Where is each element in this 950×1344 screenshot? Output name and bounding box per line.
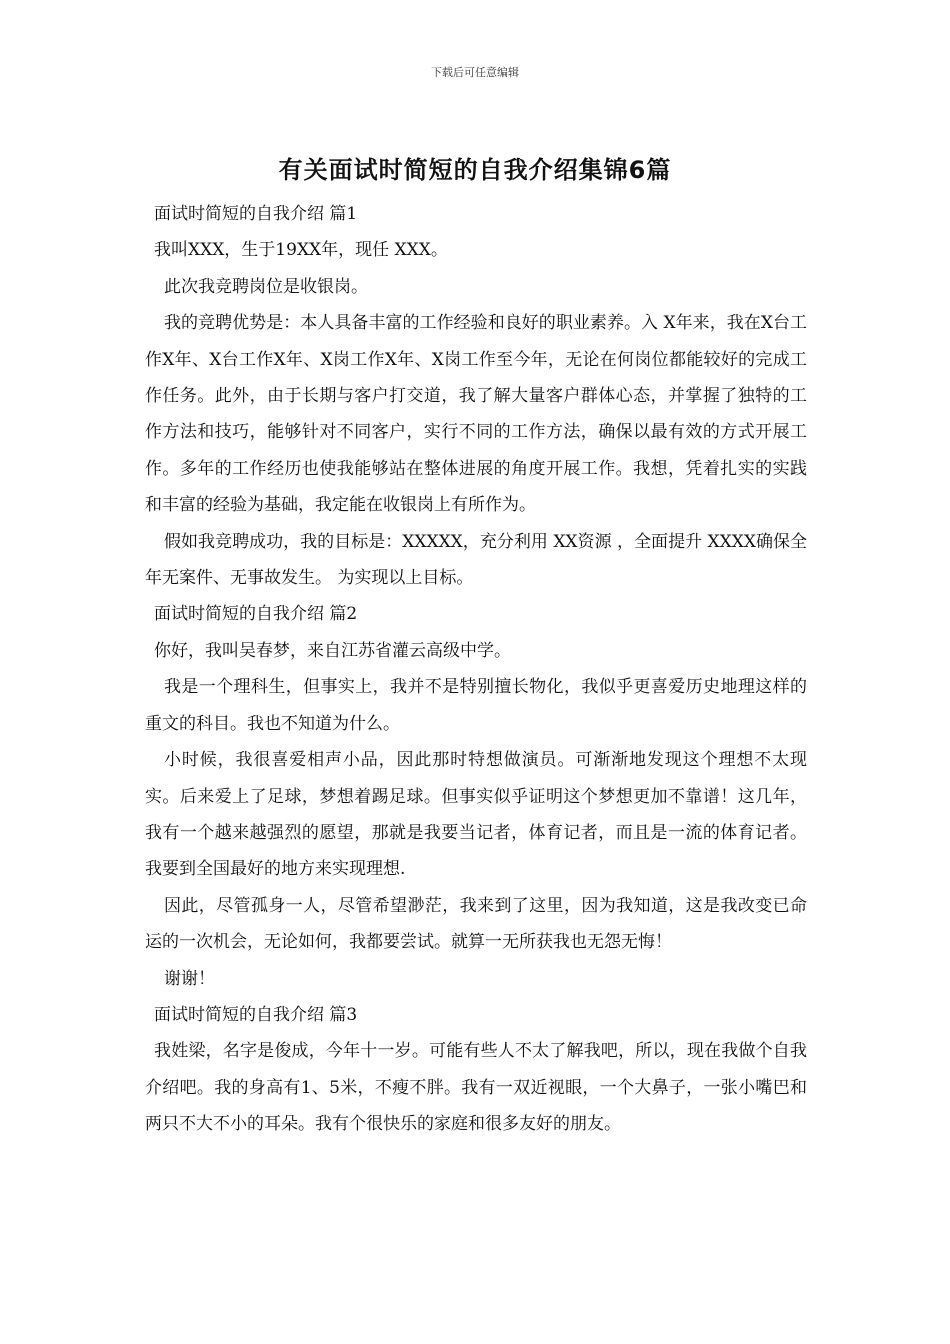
paragraph: 小时候，我很喜爱相声小品，因此那时特想做演员。可渐渐地发现这个理想不太现实。后来爱上了足球，梦想着踢足球。但事实似乎证明这个梦想更加不靠谱！这几年，我有一个越来越强烈的愿望，那就是我要当记者，体育记者，而且是一流的体育记者。我要到全国最好的地方来实现理想. <box>145 750 807 880</box>
paragraph: 我的竞聘优势是：本人具备丰富的工作经验和良好的职业素养。入 X年来，我在X台工作X年、X台工作X年、X岗工作X年、X岗工作至今年，无论在何岗位都能较好的完成工作任务。此外，由于长期与客户打交道，我了解大量客户群体心态，并掌握了独特的工作方法和技巧，能够针对不同客户，实行不同的工作方法，确保以最有效的方式开展工作。多年的工作经历也使我能够站在整体进展的角度开展工作。我想，凭着扎实的实践和丰富的经验为基础，我定能在收银岗上有所作为。 <box>145 313 807 516</box>
paragraph: 我是一个理科生，但事实上，我并不是特别擅长物化，我似乎更喜爱历史地理这样的重文的科目。我也不知道为什么。 <box>145 677 807 734</box>
paragraph: 我叫XXX，生于19XX年，现任 XXX。 <box>154 240 448 261</box>
section-heading: 面试时简短的自我介绍 篇3 <box>154 1004 358 1025</box>
section-heading: 面试时简短的自我介绍 篇1 <box>154 204 358 224</box>
document-body <box>145 196 807 1143</box>
paragraph: 我姓梁，名字是俊成，今年十一岁。可能有些人不太了解我吧，所以，现在我做个自我介绍吧。我的身高有1、5米，不瘦不胖。我有一双近视眼，一个大鼻子，一张小嘴巴和两只不大不小的耳朵。我有个很快乐的家庭和很多友好的朋友。 <box>145 1041 807 1135</box>
paragraph: 此次我竞聘岗位是收银岗。 <box>164 276 368 297</box>
paragraph: 因此，尽管孤身一人，尽管希望渺茫，我来到了这里，因为我知道，这是我改变已命运的一次机会，无论如何，我都要尝试。就算一无所获我也无怨无悔！ <box>145 895 807 953</box>
paragraph: 假如我竞聘成功，我的目标是：XXXXX，充分利用 XX资源 ，全面提升 XXXX确保全年无案件、无事故发生。 为实现以上目标。 <box>145 531 807 589</box>
paragraph: 你好，我叫吴春梦，来自江苏省灌云高级中学。 <box>154 640 511 661</box>
section-heading: 面试时简短的自我介绍 篇2 <box>154 604 358 625</box>
document-title: 有关面试时简短的自我介绍集锦6篇 <box>278 156 672 184</box>
paragraph: 谢谢！ <box>164 968 215 989</box>
page-header: 下载后可任意编辑 <box>431 66 519 79</box>
